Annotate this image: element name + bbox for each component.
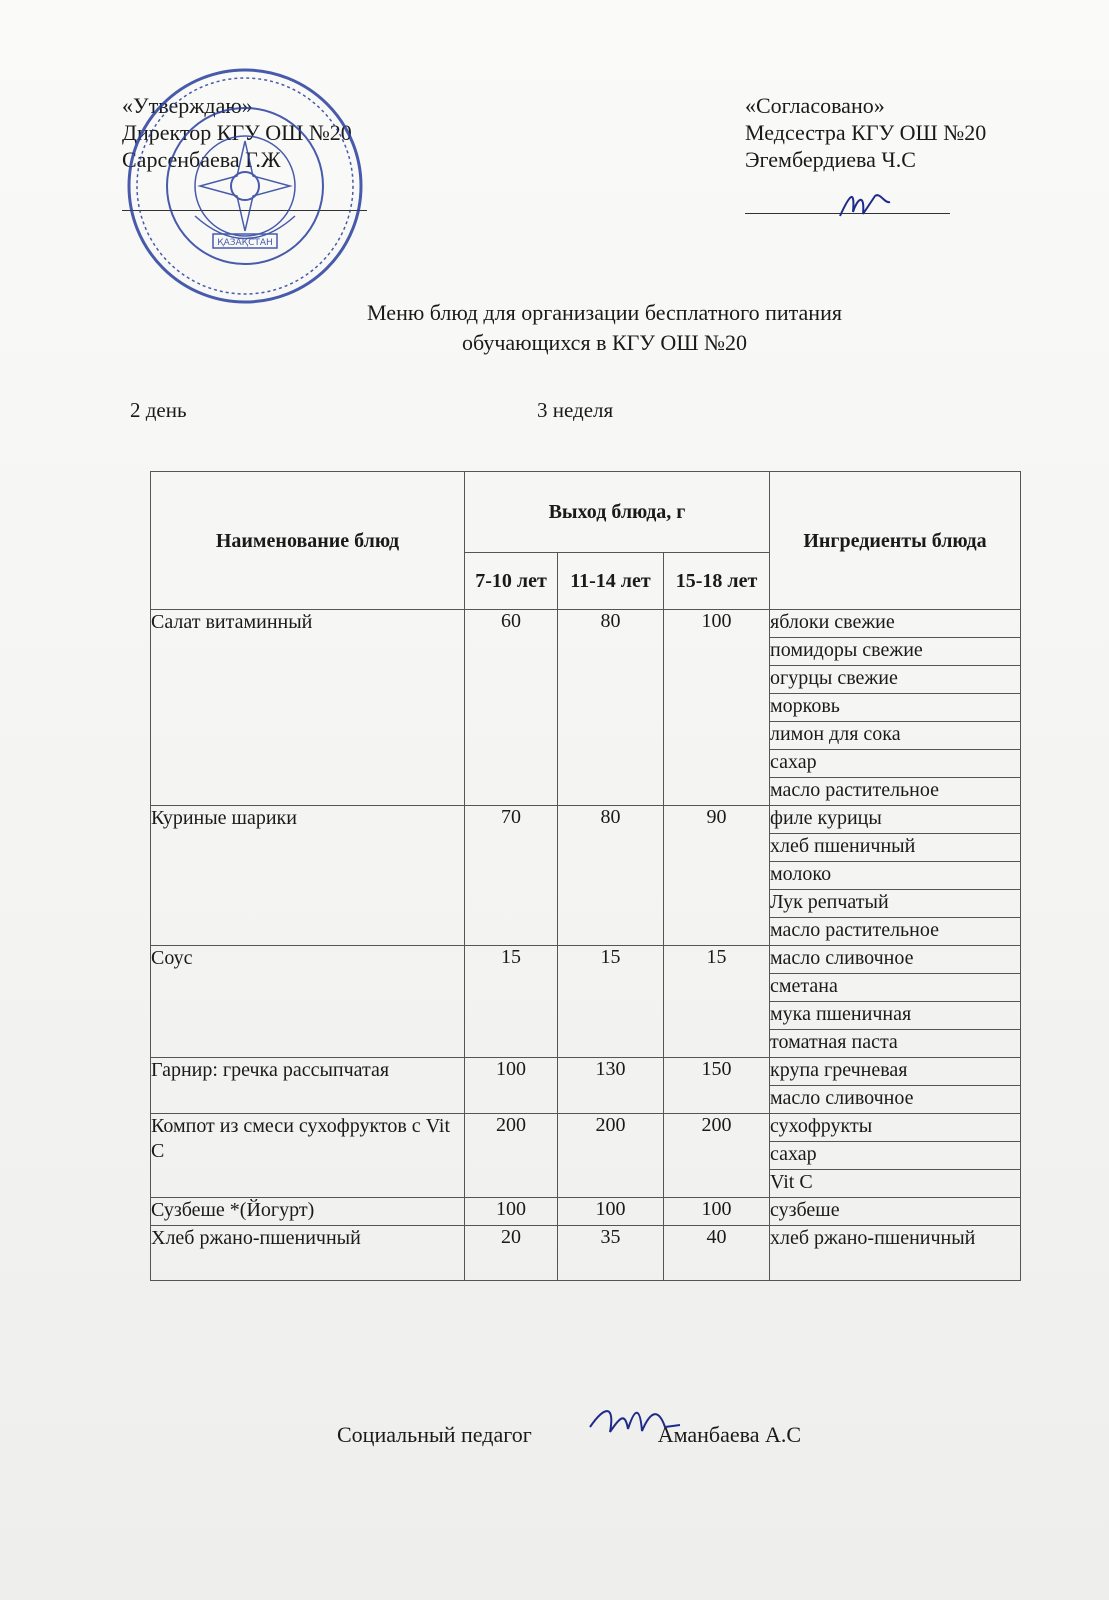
table-row bbox=[151, 946, 1021, 974]
dish-output-value: 40 bbox=[664, 1226, 770, 1281]
footer-person: Аманбаева А.С bbox=[657, 1422, 802, 1447]
ingredient: сахар bbox=[770, 1142, 1021, 1170]
dish-output-value: 15 bbox=[465, 946, 558, 1058]
ingredient: филе курицы bbox=[770, 806, 1021, 834]
title-line: обучающихся в КГУ ОШ №20 bbox=[461, 330, 747, 355]
dish-output-value: 200 bbox=[558, 1114, 664, 1198]
table-row bbox=[151, 610, 1021, 638]
agreement-line: Медсестра КГУ ОШ №20 bbox=[745, 120, 987, 145]
official-seal bbox=[125, 66, 365, 306]
header-age-11-14: 11-14 лет bbox=[558, 553, 664, 610]
dish-output-value: 15 bbox=[664, 946, 770, 1058]
ingredient: мука пшеничная bbox=[770, 1002, 1021, 1030]
dish-output-value: 100 bbox=[465, 1058, 558, 1114]
header-row bbox=[151, 472, 1021, 553]
table-row bbox=[151, 1058, 1021, 1086]
document-title bbox=[0, 298, 1109, 358]
week-label: 3 неделя bbox=[537, 398, 614, 422]
approval-line: Сарсенбаева Г.Ж bbox=[122, 147, 281, 172]
approval-line: Директор КГУ ОШ №20 bbox=[122, 120, 352, 145]
header-ingredients: Ингредиенты блюда bbox=[770, 472, 1021, 610]
ingredient: лимон для сока bbox=[770, 722, 1021, 750]
nurse-signature bbox=[835, 184, 895, 224]
table-row bbox=[151, 1198, 1021, 1226]
ingredient: масло растительное bbox=[770, 918, 1021, 946]
ingredient: помидоры свежие bbox=[770, 638, 1021, 666]
dish-name: Компот из смеси сухофруктов с Vit C bbox=[151, 1114, 465, 1198]
table-row bbox=[151, 1226, 1021, 1281]
dish-output-value: 90 bbox=[664, 806, 770, 946]
ingredient: морковь bbox=[770, 694, 1021, 722]
header-age-7-10: 7-10 лет bbox=[465, 553, 558, 610]
footer-signature bbox=[337, 1422, 801, 1448]
dish-output-value: 60 bbox=[465, 610, 558, 806]
agreement-line: «Согласовано» bbox=[745, 93, 885, 118]
ingredient: сузбеше bbox=[770, 1198, 1021, 1226]
approval-line: «Утверждаю» bbox=[122, 93, 253, 118]
agreement-line: Эгембердиева Ч.С bbox=[745, 147, 916, 172]
dish-output-value: 100 bbox=[664, 610, 770, 806]
svg-text:ҚАЗАҚСТАН: ҚАЗАҚСТАН bbox=[217, 238, 273, 248]
ingredient: яблоки свежие bbox=[770, 610, 1021, 638]
dish-output-value: 150 bbox=[664, 1058, 770, 1114]
dish-output-value: 15 bbox=[558, 946, 664, 1058]
ingredient: масло сливочное bbox=[770, 1086, 1021, 1114]
dish-output-value: 70 bbox=[465, 806, 558, 946]
ingredient: Лук репчатый bbox=[770, 890, 1021, 918]
footer-role: Социальный педагог bbox=[337, 1422, 532, 1447]
dish-name: Куриные шарики bbox=[151, 806, 465, 946]
day-label: 2 день bbox=[130, 398, 187, 422]
dish-output-value: 35 bbox=[558, 1226, 664, 1281]
dish-name: Сузбеше *(Йогурт) bbox=[151, 1198, 465, 1226]
dish-output-value: 80 bbox=[558, 610, 664, 806]
dish-output-value: 200 bbox=[465, 1114, 558, 1198]
menu-table bbox=[150, 471, 1021, 1281]
header-age-15-18: 15-18 лет bbox=[664, 553, 770, 610]
ingredient: хлеб ржано-пшеничный bbox=[770, 1226, 1021, 1281]
table-row bbox=[151, 1114, 1021, 1142]
ingredient: сахар bbox=[770, 750, 1021, 778]
ingredient: сметана bbox=[770, 974, 1021, 1002]
header-dish-name: Наименование блюд bbox=[151, 472, 465, 610]
ingredient: сухофрукты bbox=[770, 1114, 1021, 1142]
ingredient: томатная паста bbox=[770, 1030, 1021, 1058]
table-row bbox=[151, 806, 1021, 834]
dish-output-value: 130 bbox=[558, 1058, 664, 1114]
ingredient: молоко bbox=[770, 862, 1021, 890]
dish-name: Салат витаминный bbox=[151, 610, 465, 806]
ingredient: масло растительное bbox=[770, 778, 1021, 806]
dish-output-value: 100 bbox=[465, 1198, 558, 1226]
ingredient: масло сливочное bbox=[770, 946, 1021, 974]
dish-output-value: 100 bbox=[664, 1198, 770, 1226]
header-output: Выход блюда, г bbox=[465, 472, 770, 553]
ingredient: Vit C bbox=[770, 1170, 1021, 1198]
dish-name: Хлеб ржано-пшеничный bbox=[151, 1226, 465, 1281]
dish-output-value: 200 bbox=[664, 1114, 770, 1198]
dish-name: Гарнир: гречка рассыпчатая bbox=[151, 1058, 465, 1114]
dish-output-value: 80 bbox=[558, 806, 664, 946]
dish-output-value: 20 bbox=[465, 1226, 558, 1281]
agreement-block bbox=[745, 92, 986, 173]
ingredient: огурцы свежие bbox=[770, 666, 1021, 694]
dish-output-value: 100 bbox=[558, 1198, 664, 1226]
dish-name: Соус bbox=[151, 946, 465, 1058]
teacher-signature bbox=[580, 1397, 690, 1447]
ingredient: крупа гречневая bbox=[770, 1058, 1021, 1086]
ingredient: хлеб пшеничный bbox=[770, 834, 1021, 862]
title-line: Меню блюд для организации бесплатного питания bbox=[367, 300, 842, 325]
